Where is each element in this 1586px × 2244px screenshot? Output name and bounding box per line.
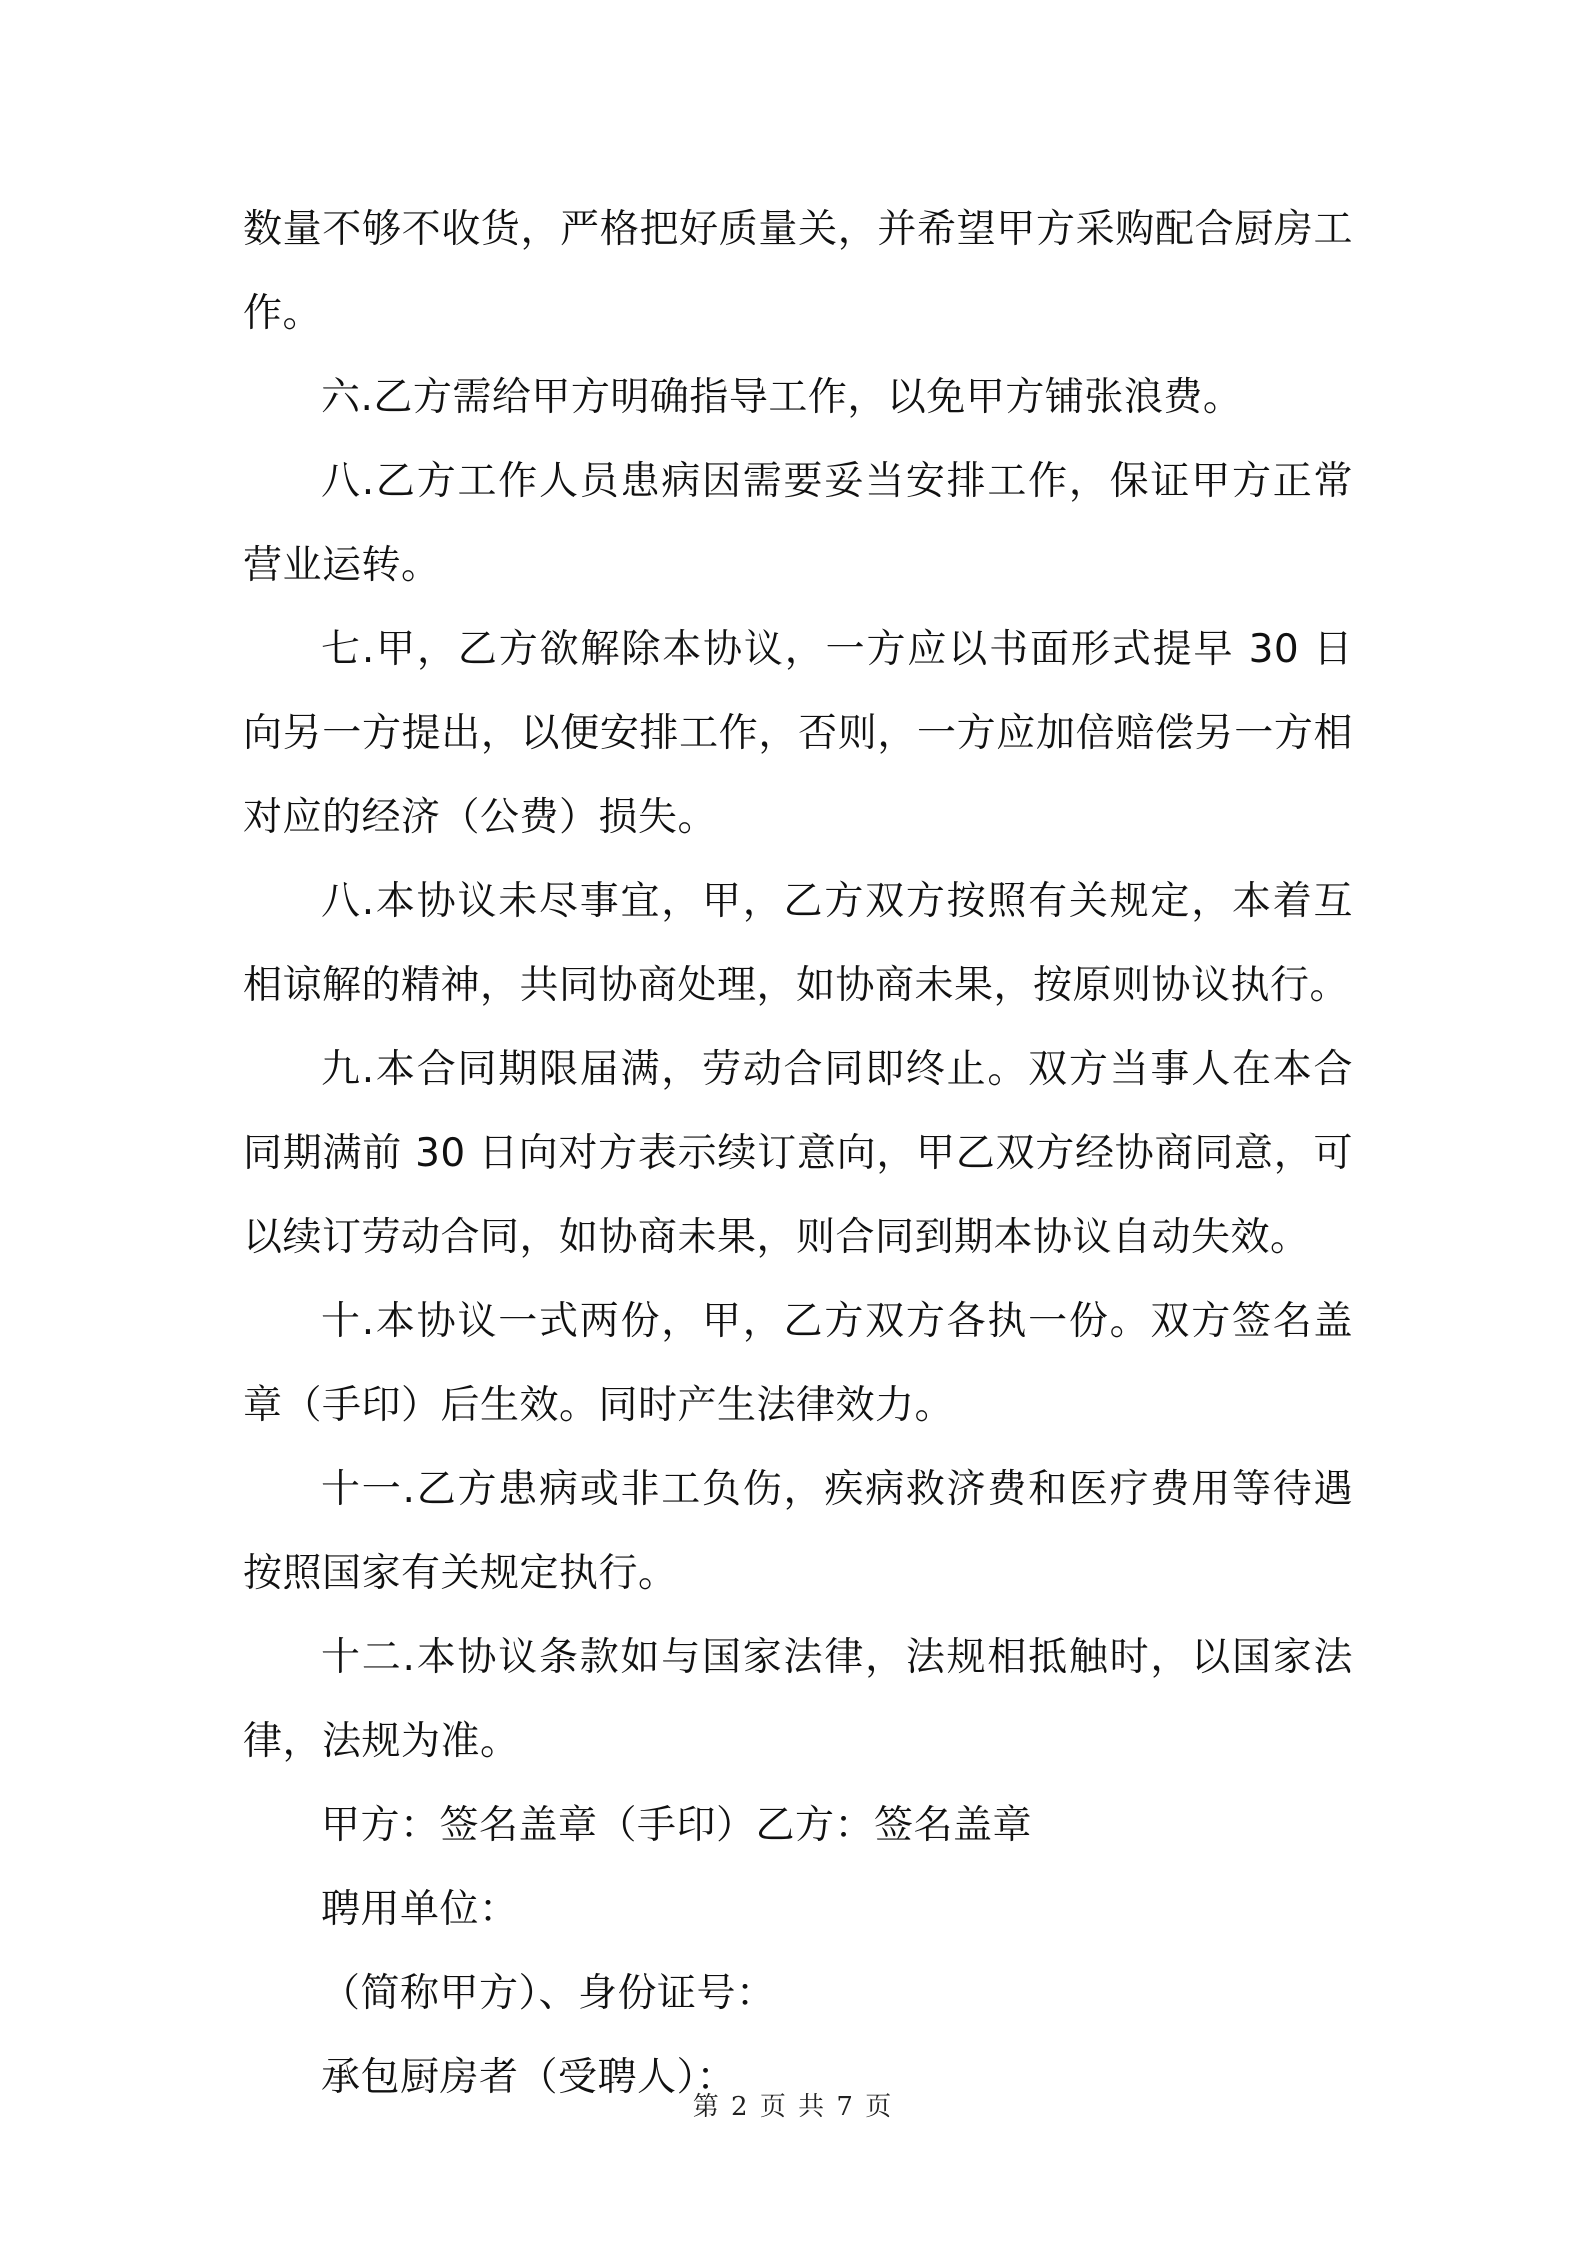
clause-10-copies: 十.本协议一式两份，甲，乙方双方各执一份。双方签名盖章（手印）后生效。同时产生法律效力。 (243, 1299, 1353, 1428)
paragraph-continuation: 数量不够不收货，严格把好质量关，并希望甲方采购配合厨房工作。 (243, 207, 1353, 336)
clause-6: 六.乙方需给甲方明确指导工作，以免甲方铺张浪费。 (321, 375, 1243, 420)
id-number-field: （简称甲方）、身份证号： (321, 1971, 776, 2016)
clause-11-illness-injury: 十一.乙方患病或非工负伤，疾病救济费和医疗费用等待遇按照国家有关规定执行。 (243, 1467, 1353, 1596)
page-number-footer: 第 2 页 共 7 页 (692, 2092, 894, 2122)
employer-field: 聘用单位： (321, 1887, 519, 1932)
signature-line: 甲方：签名盖章（手印）乙方：签名盖章 (321, 1803, 1033, 1848)
clause-8-staff-illness: 八.乙方工作人员患病因需要妥当安排工作，保证甲方正常营业运转。 (243, 459, 1353, 588)
clause-9-term: 九.本合同期限届满，劳动合同即终止。双方当事人在本合同期满前 30 日向对方表示续订意向，甲乙双方经协商同意，可以续订劳动合同，如协商未果，则合同到期本协议自动失效。 (243, 1047, 1353, 1260)
clause-8-unresolved-matters: 八.本协议未尽事宜，甲，乙方双方按照有关规定，本着互相谅解的精神，共同协商处理，如协商未果，按原则协议执行。 (243, 879, 1353, 1008)
document-body (243, 188, 1353, 2120)
clause-7-termination: 七.甲，乙方欲解除本协议，一方应以书面形式提早 30 日向另一方提出，以便安排工作，否则，一方应加倍赔偿另一方相对应的经济（公费）损失。 (243, 627, 1353, 840)
clause-12-law: 十二.本协议条款如与国家法律，法规相抵触时，以国家法律，法规为准。 (243, 1635, 1353, 1764)
contractor-field: 承包厨房者（受聘人）： (321, 2055, 737, 2100)
